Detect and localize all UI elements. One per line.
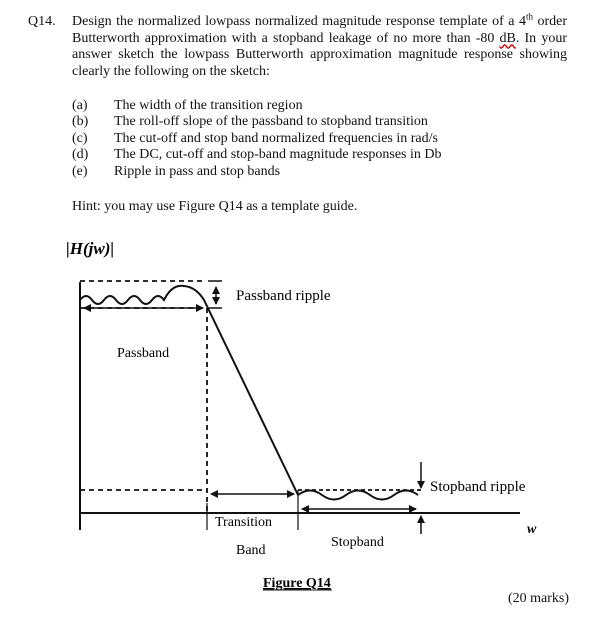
passband-label: Passband — [117, 346, 170, 361]
spellcheck-underlined-word: dB — [499, 30, 516, 46]
band-label: Band — [236, 543, 266, 558]
figure-caption: Figure Q14 — [263, 576, 331, 591]
marks-text: (20 marks) — [508, 591, 570, 606]
magnitude-response-curve — [80, 286, 298, 495]
list-item: (c) The cut-off and stop band normalized frequencies in rad/s — [72, 130, 438, 146]
list-item: (e) Ripple in pass and stop bands — [72, 163, 281, 179]
question-number: Q14. — [28, 14, 56, 29]
hint-text: Hint: you may use Figure Q14 as a template guide. — [72, 199, 358, 214]
x-axis-label: w — [527, 522, 537, 537]
question-text: Design the normalized lowpass normalized magnitude response template of a 4th order Butterworth approximation with a stopband leakage of no more than -80 dB. In your answer sketch the lowpass Butterworth approximation magnitude response showing clearly the following on the sketch: — [72, 11, 568, 79]
list-item: (d) The DC, cut-off and stop-band magnitude responses in Db — [72, 147, 442, 163]
y-axis-label: |H(jw)| — [66, 239, 115, 258]
stopband-label: Stopband — [331, 535, 384, 550]
stopband-ripple-curve — [298, 491, 418, 500]
list-item: (b) The roll-off slope of the passband to stopband transition — [72, 114, 428, 130]
transition-label: Transition — [215, 515, 273, 530]
passband-ripple-label: Passband ripple — [236, 288, 331, 304]
stopband-ripple-label: Stopband ripple — [430, 479, 526, 495]
list-item: (a) The width of the transition region — [72, 98, 303, 113]
